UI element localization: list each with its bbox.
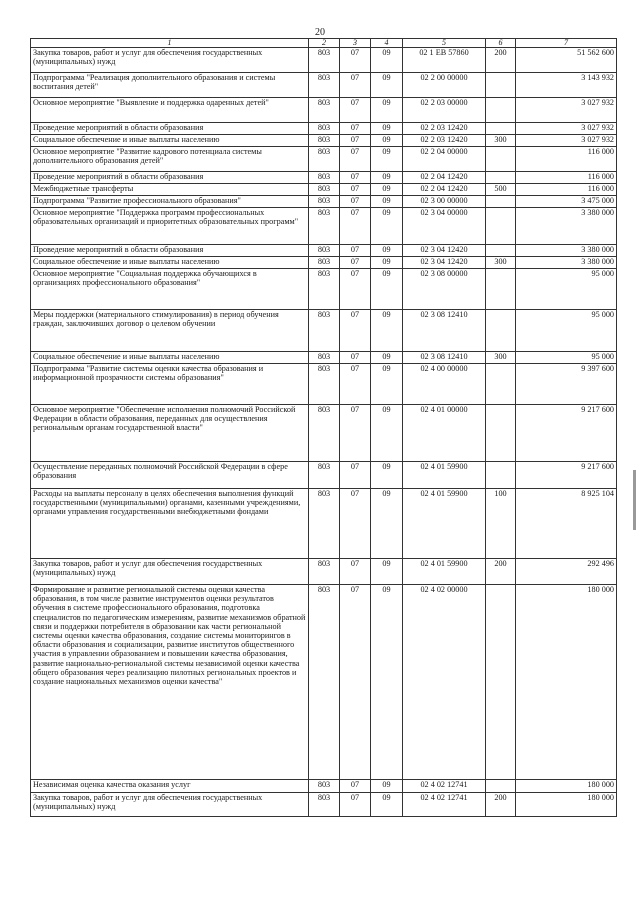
cell-amount: 116 000 (516, 184, 617, 196)
cell-section-code: 07 (340, 48, 371, 73)
cell-section-code: 07 (340, 135, 371, 147)
cell-section-code: 07 (340, 208, 371, 245)
cell-expense-type-code: 200 (486, 559, 516, 585)
cell-ministry-code: 803 (309, 123, 340, 135)
table-row (31, 310, 617, 352)
cell-expense-type-code: 100 (486, 489, 516, 559)
cell-section-code: 07 (340, 196, 371, 208)
cell-expense-type-code: 300 (486, 352, 516, 364)
cell-subsection-code: 09 (371, 364, 403, 405)
header-col-6: 6 (486, 39, 516, 48)
cell-target-article-code: 02 4 02 12741 (403, 793, 486, 817)
cell-subsection-code: 09 (371, 257, 403, 269)
page-number: 20 (315, 27, 325, 38)
cell-subsection-code: 09 (371, 310, 403, 352)
cell-description: Основное мероприятие "Поддержка программ профессиональных образовательных организаций и приоритетных образовательных программ" (31, 208, 309, 245)
cell-target-article-code: 02 4 02 00000 (403, 585, 486, 780)
cell-ministry-code: 803 (309, 172, 340, 184)
cell-amount: 116 000 (516, 172, 617, 184)
table-row (31, 269, 617, 310)
header-col-2: 2 (309, 39, 340, 48)
cell-subsection-code: 09 (371, 585, 403, 780)
cell-section-code: 07 (340, 257, 371, 269)
cell-ministry-code: 803 (309, 73, 340, 98)
cell-amount: 95 000 (516, 352, 617, 364)
cell-amount: 3 475 000 (516, 196, 617, 208)
cell-section-code: 07 (340, 73, 371, 98)
cell-description: Проведение мероприятий в области образования (31, 172, 309, 184)
cell-description: Основное мероприятие "Социальная поддержка обучающихся в организациях профессионального образования" (31, 269, 309, 310)
cell-ministry-code: 803 (309, 257, 340, 269)
cell-amount: 180 000 (516, 780, 617, 793)
cell-ministry-code: 803 (309, 780, 340, 793)
cell-description: Проведение мероприятий в области образования (31, 123, 309, 135)
cell-ministry-code: 803 (309, 184, 340, 196)
table-row (31, 257, 617, 269)
cell-expense-type-code (486, 196, 516, 208)
cell-section-code: 07 (340, 98, 371, 123)
cell-section-code: 07 (340, 245, 371, 257)
cell-ministry-code: 803 (309, 364, 340, 405)
cell-expense-type-code: 500 (486, 184, 516, 196)
table-row (31, 73, 617, 98)
cell-target-article-code: 02 3 08 12410 (403, 310, 486, 352)
cell-description: Меры поддержки (материального стимулирования) в период обучения граждан, заключивших договор о целевом обучении (31, 310, 309, 352)
cell-target-article-code: 02 2 03 12420 (403, 135, 486, 147)
cell-description: Социальное обеспечение и иные выплаты населению (31, 257, 309, 269)
cell-subsection-code: 09 (371, 172, 403, 184)
cell-section-code: 07 (340, 147, 371, 172)
cell-description: Независимая оценка качества оказания услуг (31, 780, 309, 793)
cell-subsection-code: 09 (371, 405, 403, 462)
budget-table (30, 38, 617, 817)
cell-ministry-code: 803 (309, 489, 340, 559)
cell-target-article-code: 02 3 08 12410 (403, 352, 486, 364)
cell-section-code: 07 (340, 172, 371, 184)
cell-section-code: 07 (340, 489, 371, 559)
cell-expense-type-code (486, 245, 516, 257)
header-col-3: 3 (340, 39, 371, 48)
cell-section-code: 07 (340, 405, 371, 462)
cell-amount: 3 027 932 (516, 98, 617, 123)
cell-target-article-code: 02 2 04 12420 (403, 184, 486, 196)
cell-subsection-code: 09 (371, 73, 403, 98)
cell-amount: 3 027 932 (516, 135, 617, 147)
cell-amount: 95 000 (516, 310, 617, 352)
cell-amount: 3 143 932 (516, 73, 617, 98)
cell-amount: 51 562 600 (516, 48, 617, 73)
cell-target-article-code: 02 1 EB 57860 (403, 48, 486, 73)
cell-ministry-code: 803 (309, 147, 340, 172)
cell-expense-type-code (486, 73, 516, 98)
cell-description: Основное мероприятие "Выявление и поддержка одаренных детей" (31, 98, 309, 123)
cell-target-article-code: 02 4 00 00000 (403, 364, 486, 405)
cell-subsection-code: 09 (371, 196, 403, 208)
cell-amount: 180 000 (516, 585, 617, 780)
cell-subsection-code: 09 (371, 98, 403, 123)
cell-subsection-code: 09 (371, 135, 403, 147)
cell-subsection-code: 09 (371, 48, 403, 73)
cell-target-article-code: 02 2 00 00000 (403, 73, 486, 98)
cell-subsection-code: 09 (371, 559, 403, 585)
cell-expense-type-code: 200 (486, 48, 516, 73)
table-row (31, 364, 617, 405)
cell-section-code: 07 (340, 793, 371, 817)
table-row (31, 196, 617, 208)
cell-subsection-code: 09 (371, 147, 403, 172)
cell-ministry-code: 803 (309, 98, 340, 123)
cell-section-code: 07 (340, 364, 371, 405)
cell-expense-type-code (486, 405, 516, 462)
cell-target-article-code: 02 3 00 00000 (403, 196, 486, 208)
cell-description: Подпрограмма "Реализация дополнительного образования и системы воспитания детей" (31, 73, 309, 98)
cell-amount: 9 397 600 (516, 364, 617, 405)
cell-subsection-code: 09 (371, 245, 403, 257)
cell-amount: 3 380 000 (516, 245, 617, 257)
cell-ministry-code: 803 (309, 585, 340, 780)
cell-description: Формирование и развитие региональной системы оценки качества образования, в том числе развитие инструментов оценки результатов обучения в системе профессионального образования, подготовка специалистов по педагогическим измерениям, развитие механизмов обратной связи и поддержки потребителя в образовании как части региональной системы оценки качества образования, создание системы мониторингов в области образования и социализации, развитие институтов общественного участия в управлении образованием и повышении качества образования, развитие национально-региональной системы независимой оценки качества общего образования через реализацию пилотных региональных проектов и создание национальных механизмов оценки качества" (31, 585, 309, 780)
cell-amount: 9 217 600 (516, 405, 617, 462)
cell-amount: 8 925 104 (516, 489, 617, 559)
cell-target-article-code: 02 3 04 12420 (403, 245, 486, 257)
cell-ministry-code: 803 (309, 793, 340, 817)
table-row (31, 489, 617, 559)
table-row (31, 98, 617, 123)
table-row (31, 793, 617, 817)
cell-amount: 3 380 000 (516, 208, 617, 245)
table-row (31, 780, 617, 793)
header-col-1: 1 (31, 39, 309, 48)
cell-expense-type-code: 300 (486, 135, 516, 147)
cell-target-article-code: 02 3 04 00000 (403, 208, 486, 245)
cell-section-code: 07 (340, 585, 371, 780)
cell-section-code: 07 (340, 310, 371, 352)
cell-target-article-code: 02 2 03 00000 (403, 98, 486, 123)
cell-subsection-code: 09 (371, 123, 403, 135)
cell-target-article-code: 02 3 08 00000 (403, 269, 486, 310)
cell-ministry-code: 803 (309, 405, 340, 462)
cell-expense-type-code (486, 269, 516, 310)
cell-expense-type-code (486, 123, 516, 135)
cell-section-code: 07 (340, 352, 371, 364)
cell-expense-type-code (486, 98, 516, 123)
cell-ministry-code: 803 (309, 559, 340, 585)
cell-expense-type-code (486, 585, 516, 780)
cell-ministry-code: 803 (309, 245, 340, 257)
table-row (31, 405, 617, 462)
cell-target-article-code: 02 4 02 12741 (403, 780, 486, 793)
table-row (31, 48, 617, 73)
cell-expense-type-code (486, 147, 516, 172)
cell-ministry-code: 803 (309, 310, 340, 352)
cell-description: Подпрограмма "Развитие системы оценки качества образования и информационной прозрачности системы образования" (31, 364, 309, 405)
cell-description: Межбюджетные трансферты (31, 184, 309, 196)
table-row (31, 208, 617, 245)
header-col-4: 4 (371, 39, 403, 48)
table-header-row (31, 39, 617, 48)
cell-section-code: 07 (340, 123, 371, 135)
cell-amount: 9 217 600 (516, 462, 617, 489)
cell-subsection-code: 09 (371, 208, 403, 245)
table-row (31, 245, 617, 257)
cell-ministry-code: 803 (309, 352, 340, 364)
cell-target-article-code: 02 4 01 59900 (403, 559, 486, 585)
cell-expense-type-code (486, 310, 516, 352)
cell-target-article-code: 02 3 04 12420 (403, 257, 486, 269)
cell-ministry-code: 803 (309, 135, 340, 147)
cell-description: Осуществление переданных полномочий Российской Федерации в сфере образования (31, 462, 309, 489)
cell-description: Проведение мероприятий в области образования (31, 245, 309, 257)
cell-description: Закупка товаров, работ и услуг для обеспечения государственных (муниципальных) нужд (31, 793, 309, 817)
table-row (31, 585, 617, 780)
cell-subsection-code: 09 (371, 489, 403, 559)
cell-expense-type-code (486, 780, 516, 793)
cell-target-article-code: 02 4 01 00000 (403, 405, 486, 462)
cell-amount: 95 000 (516, 269, 617, 310)
cell-description: Основное мероприятие "Обеспечение исполнения полномочий Российской Федерации в области образования, переданных для осуществления региональным органам государственной власти" (31, 405, 309, 462)
cell-amount: 292 496 (516, 559, 617, 585)
cell-description: Социальное обеспечение и иные выплаты населению (31, 352, 309, 364)
header-col-7: 7 (516, 39, 617, 48)
cell-description: Закупка товаров, работ и услуг для обеспечения государственных (муниципальных) нужд (31, 559, 309, 585)
cell-description: Расходы на выплаты персоналу в целях обеспечения выполнения функций государственными (муниципальными) органами, казенными учреждениями, органами управления государственными внебюджетными фондами (31, 489, 309, 559)
header-col-5: 5 (403, 39, 486, 48)
cell-ministry-code: 803 (309, 462, 340, 489)
cell-section-code: 07 (340, 462, 371, 489)
cell-subsection-code: 09 (371, 462, 403, 489)
cell-subsection-code: 09 (371, 793, 403, 817)
cell-amount: 3 027 932 (516, 123, 617, 135)
cell-expense-type-code (486, 208, 516, 245)
cell-section-code: 07 (340, 184, 371, 196)
cell-target-article-code: 02 4 01 59900 (403, 489, 486, 559)
cell-expense-type-code (486, 462, 516, 489)
cell-subsection-code: 09 (371, 184, 403, 196)
cell-ministry-code: 803 (309, 48, 340, 73)
cell-subsection-code: 09 (371, 269, 403, 310)
cell-target-article-code: 02 2 04 12420 (403, 172, 486, 184)
cell-description: Закупка товаров, работ и услуг для обеспечения государственных (муниципальных) нужд (31, 48, 309, 73)
cell-subsection-code: 09 (371, 780, 403, 793)
cell-section-code: 07 (340, 269, 371, 310)
cell-section-code: 07 (340, 780, 371, 793)
table-row (31, 352, 617, 364)
table-row (31, 184, 617, 196)
cell-ministry-code: 803 (309, 269, 340, 310)
cell-amount: 116 000 (516, 147, 617, 172)
table-row (31, 123, 617, 135)
cell-expense-type-code (486, 364, 516, 405)
cell-description: Подпрограмма "Развитие профессионального образования" (31, 196, 309, 208)
cell-target-article-code: 02 2 03 12420 (403, 123, 486, 135)
table-row (31, 462, 617, 489)
cell-amount: 180 000 (516, 793, 617, 817)
cell-target-article-code: 02 4 01 59900 (403, 462, 486, 489)
table-row (31, 559, 617, 585)
cell-description: Социальное обеспечение и иные выплаты населению (31, 135, 309, 147)
cell-expense-type-code: 300 (486, 257, 516, 269)
cell-subsection-code: 09 (371, 352, 403, 364)
table-row (31, 172, 617, 184)
table-row (31, 135, 617, 147)
cell-ministry-code: 803 (309, 208, 340, 245)
cell-expense-type-code: 200 (486, 793, 516, 817)
cell-description: Основное мероприятие "Развитие кадрового потенциала системы дополнительного образования детей" (31, 147, 309, 172)
cell-section-code: 07 (340, 559, 371, 585)
cell-expense-type-code (486, 172, 516, 184)
scan-edge-mark (633, 470, 636, 530)
table-row (31, 147, 617, 172)
cell-ministry-code: 803 (309, 196, 340, 208)
cell-target-article-code: 02 2 04 00000 (403, 147, 486, 172)
cell-amount: 3 380 000 (516, 257, 617, 269)
